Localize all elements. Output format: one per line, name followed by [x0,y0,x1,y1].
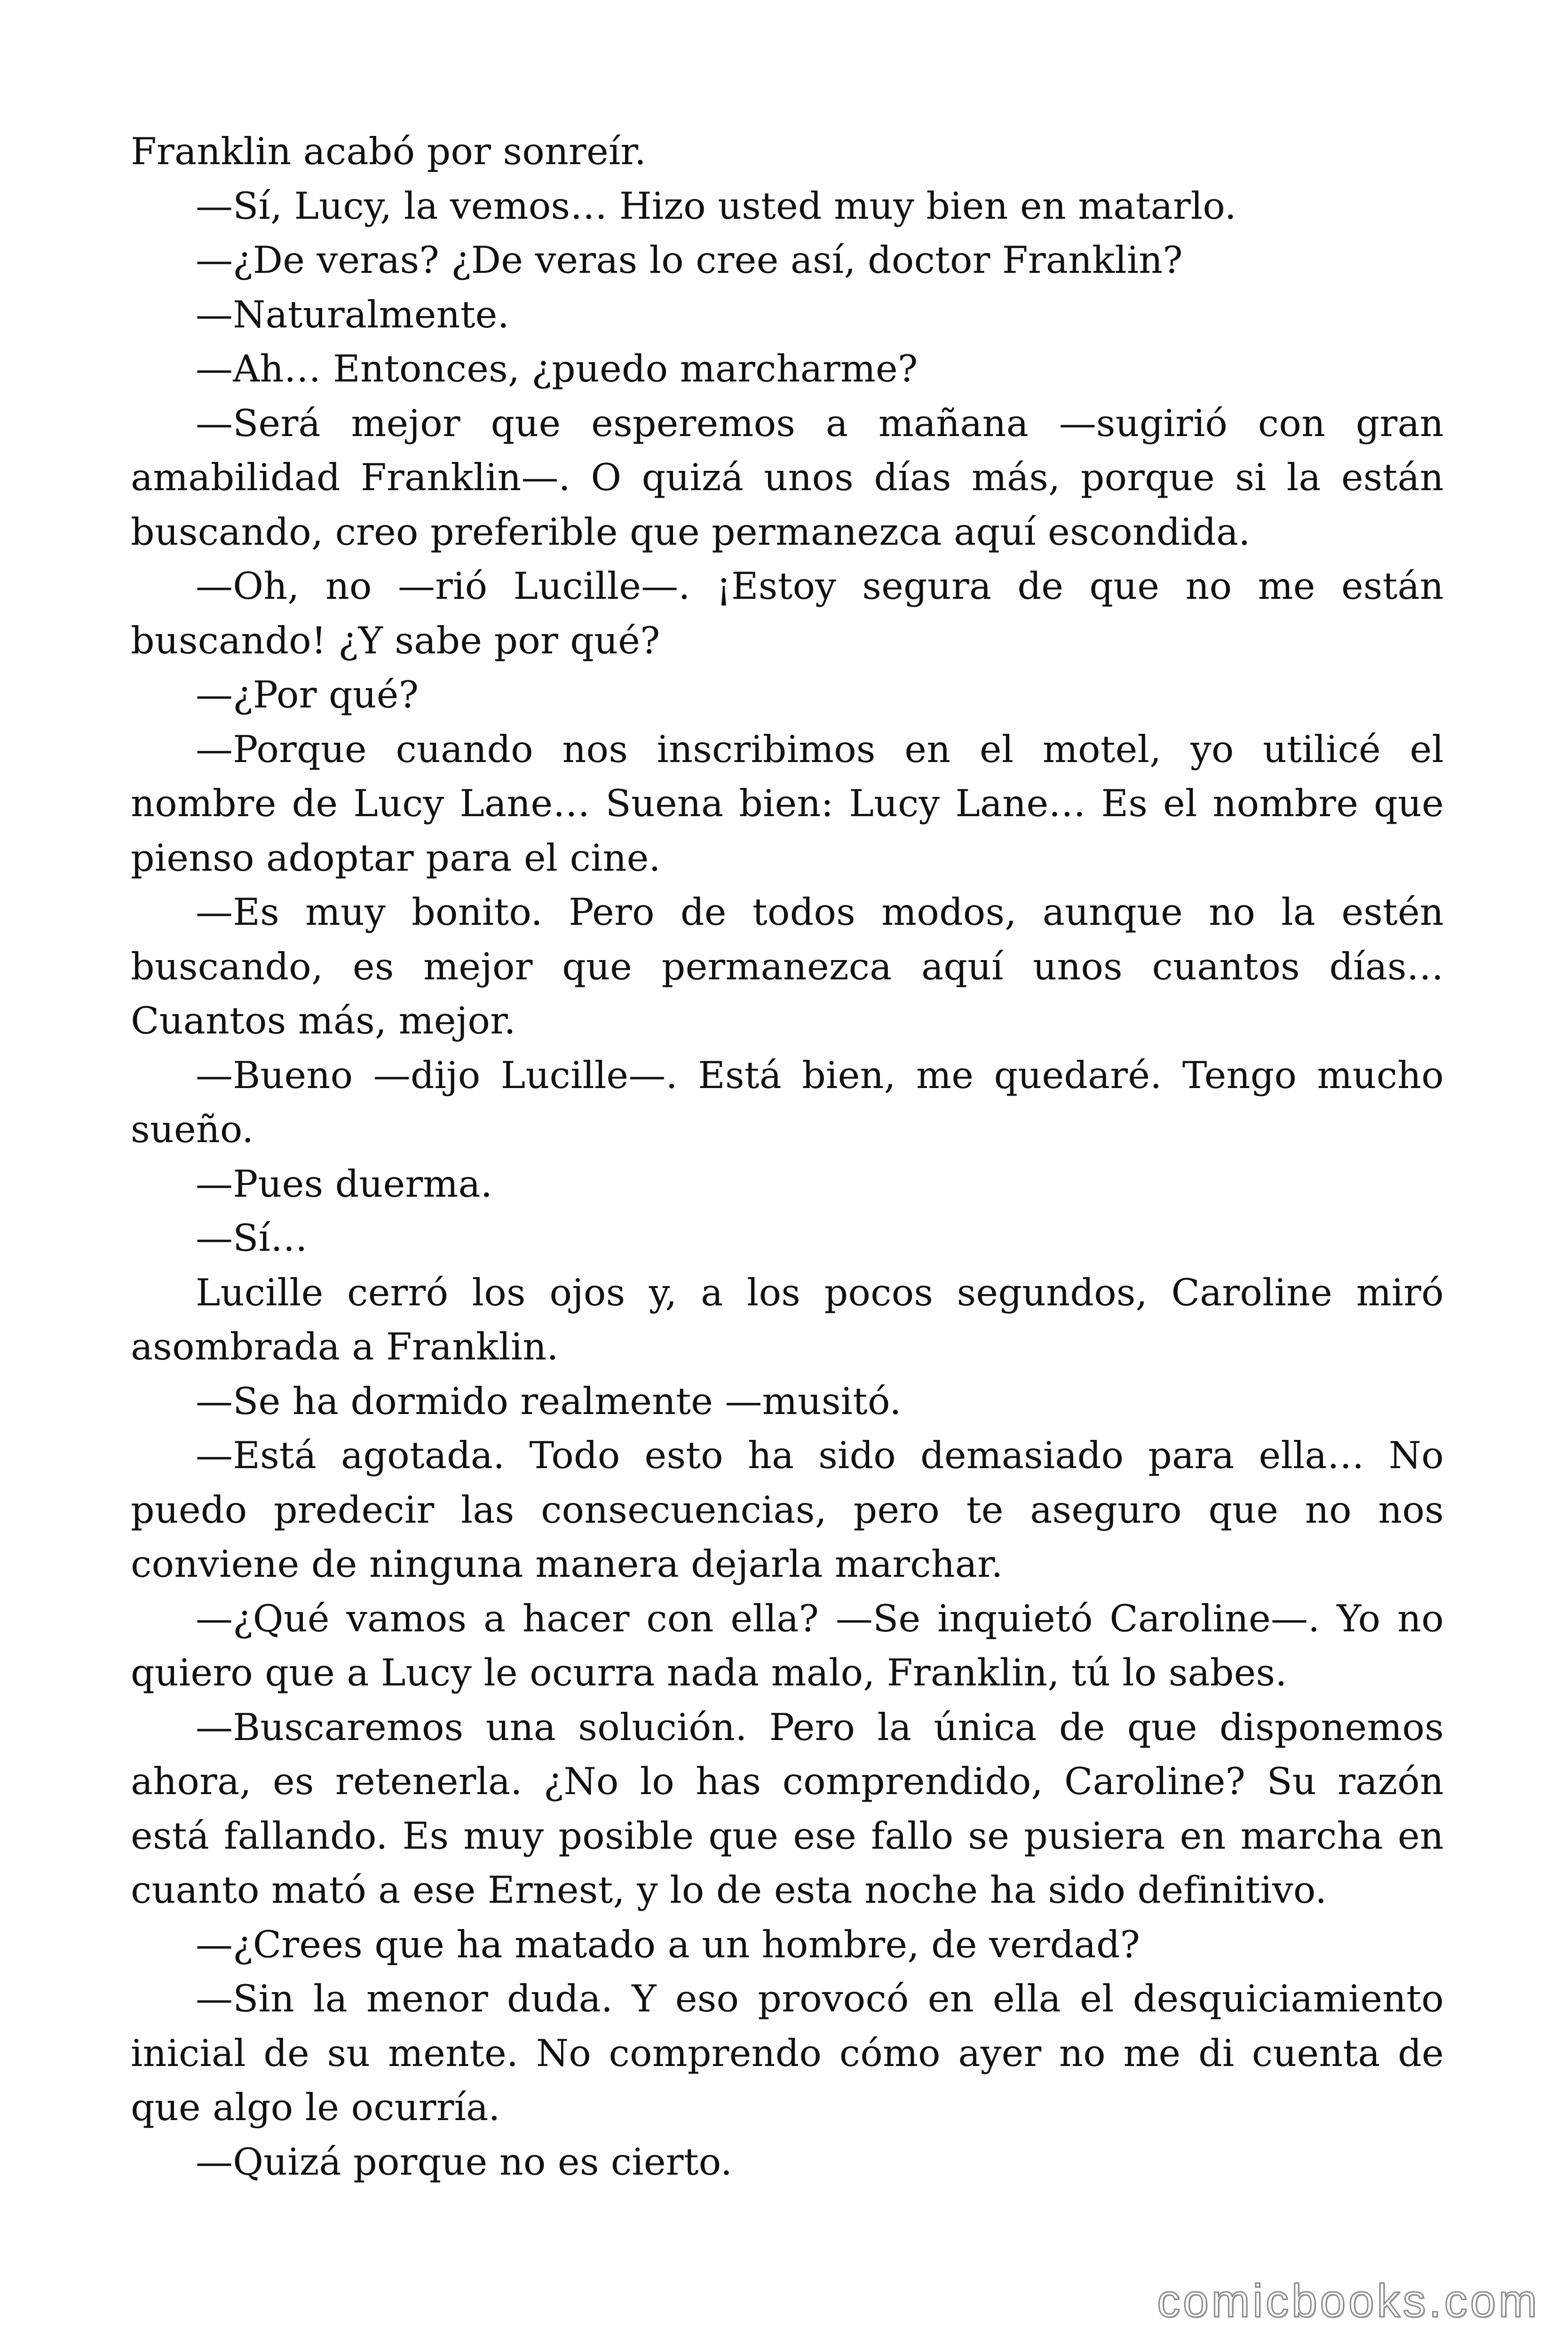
paragraph: —Oh, no —rió Lucille—. ¡Estoy segura de que no me están buscando! ¿Y sabe por qué? [131,564,1444,662]
paragraph: —Pues duerma. [196,1162,493,1206]
paragraph: —Está agotada. Todo esto ha sido demasiado para ella… No puedo predecir las consecuencias, pero te aseguro que no nos conviene de ninguna manera dejarla marchar. [131,1434,1444,1586]
paragraph: —Se ha dormido realmente —musitó. [196,1379,902,1423]
paragraph: —Ah… Entonces, ¿puedo marcharme? [196,347,918,390]
paragraph: —Porque cuando nos inscribimos en el motel, yo utilicé el nombre de Lucy Lane… Suena bien: Lucy Lane… Es el nombre que pienso adoptar para el cine. [131,727,1444,880]
paragraph: Franklin acabó por sonreír. [131,130,647,173]
watermark: comicbooks.com [1157,2275,1540,2327]
paragraph: —Es muy bonito. Pero de todos modos, aunque no la estén buscando, es mejor que permanezca aquí unos cuantos días… Cuantos más, mejor. [131,890,1444,1042]
paragraph: —Bueno —dijo Lucille—. Está bien, me quedaré. Tengo mucho sueño. [131,1053,1444,1151]
paragraph: —¿Crees que ha matado a un hombre, de verdad? [196,1923,1140,1966]
paragraph: Lucille cerró los ojos y, a los pocos segundos, Caroline miró asombrada a Franklin. [131,1271,1444,1368]
paragraph: —¿Qué vamos a hacer con ella? —Se inquietó Caroline—. Yo no quiero que a Lucy le ocurra nada malo, Franklin, tú lo sabes. [131,1597,1444,1694]
paragraph: —Sin la menor duda. Y eso provocó en ella el desquiciamiento inicial de su mente. No comprendo cómo ayer no me di cuenta de que algo le ocurría. [131,1977,1444,2129]
paragraph: —Será mejor que esperemos a mañana —sugirió con gran amabilidad Franklin—. O quizá unos días más, porque si la están buscando, creo preferible que permanezca aquí escondida. [131,401,1444,554]
paragraph: —¿Por qué? [196,673,419,716]
body-text [131,125,1444,2189]
paragraph: —Naturalmente. [196,293,509,336]
paragraph: —Sí, Lucy, la vemos… Hizo usted muy bien en matarlo. [196,184,1237,228]
paragraph: —Sí… [196,1216,308,1260]
paragraph: —Quizá porque no es cierto. [196,2140,733,2184]
paragraph: —Buscaremos una solución. Pero la única de que disponemos ahora, es retenerla. ¿No lo has comprendido, Caroline? Su razón está fallando. Es muy posible que ese fallo se pusiera en marcha en cuanto mató a ese Ernest, y lo de esta noche ha sido definitivo. [131,1705,1444,1912]
paragraph: —¿De veras? ¿De veras lo cree así, doctor Franklin? [196,238,1183,282]
